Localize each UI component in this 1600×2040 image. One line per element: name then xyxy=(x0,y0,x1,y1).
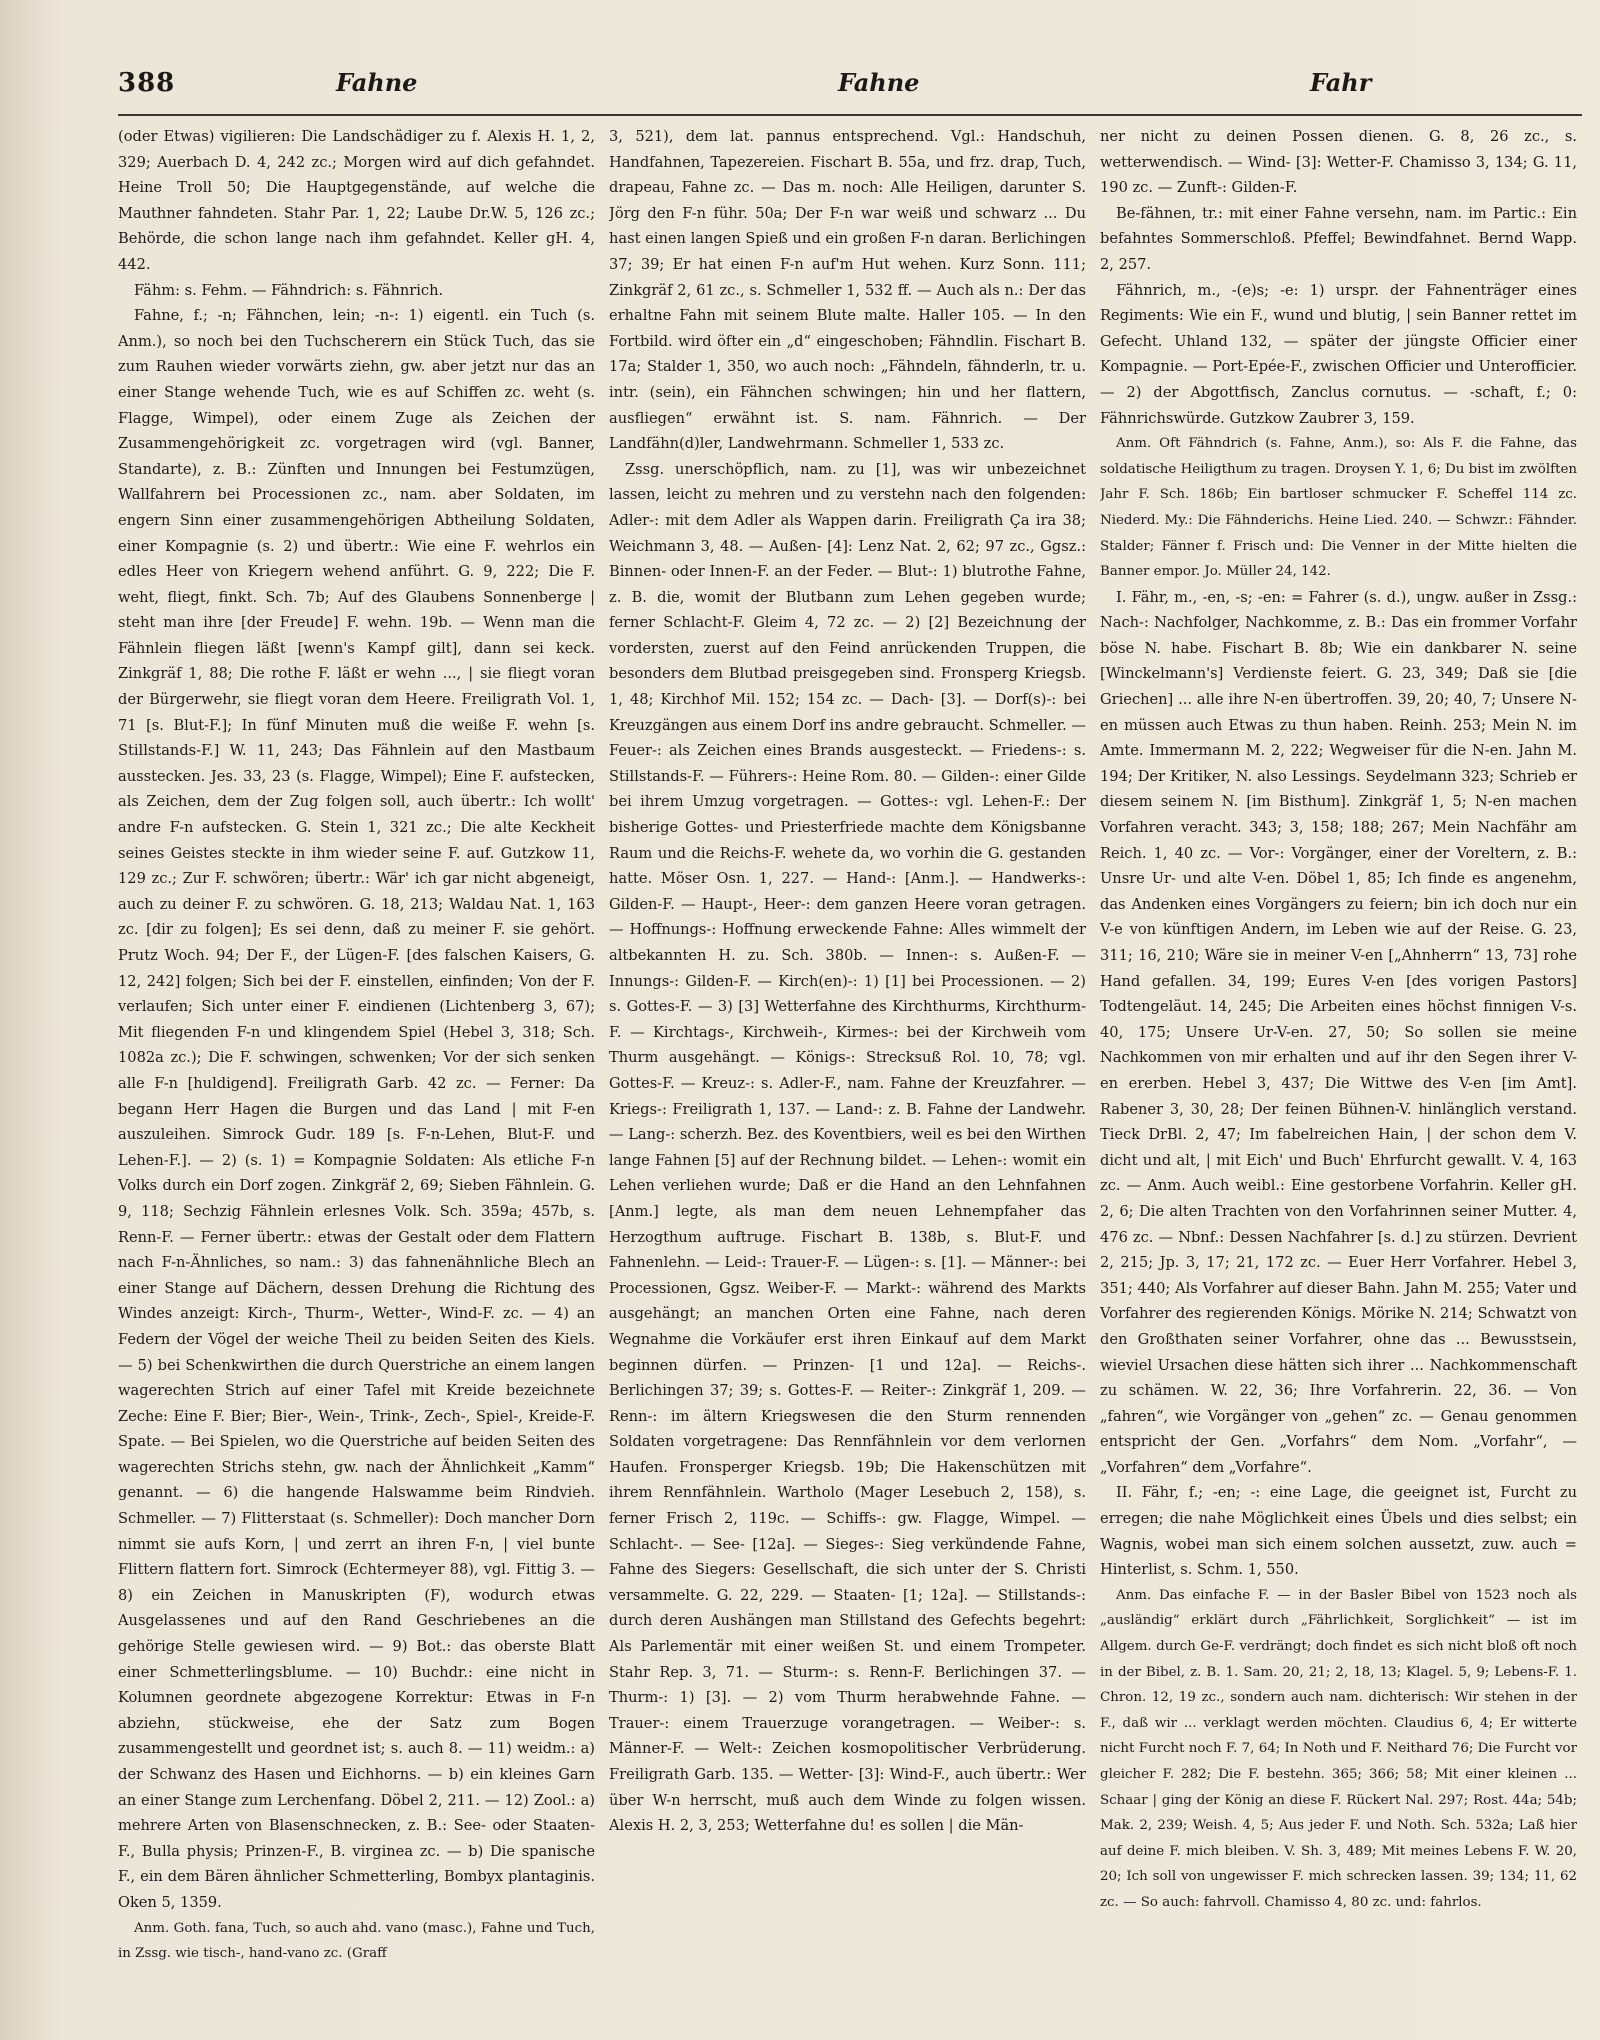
note-paragraph: Anm. Oft Fähndrich (s. Fahne, Anm.), so: Als F. die Fahne, das soldatische Heiligthum zu tragen. Droysen Y. 1, 6; Du bist im zwölften Jahr F. Sch. 186b; Ein bartloser schmucker F. Scheffel 114 zc. Niederd. My.: Die Fähnderichs. Heine Lied. 240. — Schwzr.: Fähnder. Stalder; Fänner f. Frisch und: Die Venner in der Mitte hielten die Banner empor. Jo. Müller 24, 142. xyxy=(1100,436,1577,580)
entry-paragraph: 3, 521), dem lat. pannus entsprechend. Vgl.: Handschuh, Handfahnen, Tapezereien. Fischart B. 55a, und frz. drap, Tuch, drapeau, Fahne zc. — Das m. noch: Alle Heiligen, darunter S. Jörg den F-n führ. 50a; Der F-n war weiß und schwarz ... Du hast einen langen Spieß und ein großen F-n daran. Berlichingen 37; 39; Er hat einen F-n auf'm Hut wehen. Kurz Sonn. 111; Zinkgräf 2, 61 zc., s. Schmeller 1, 532 ff. — Auch als n.: Der das erhaltne Fahn mit seinem Blute malte. Haller 105. — In den Fortbild. wird öfter ein „d“ eingeschoben; Fähndlin. Fischart B. 17a; Stalder 1, 350, wo auch noch: „Fähndeln, fähnderln, tr. u. intr. (sein), ein Fähnchen schwingen; hin und her flattern, ausfliegen“ erwähnt ist. S. nam. Fähnrich. — Der Landfähn(d)ler, Landwehrmann. Schmeller 1, 533 zc. xyxy=(609,128,1086,453)
entry-paragraph: I. Fähr, m., -en, -s; -en: = Fahrer (s. d.), ungw. außer in Zssg.: Nach-: Nachfolger, Nachkomme, z. B.: Das ein frommer Vorfahr böse N. habe. Fischart B. 8b; Wie ein dankbarer N. seine [Winckelmann's] Verdienste feiert. G. 23, 349; Daß sie [die Griechen] ... alle ihre N-en übertroffen. 39, 20; 40, 7; Unsere N-en müssen auch Etwas zu thun haben. Reinh. 253; Mein N. im Amte. Immermann M. 2, 222; Wegweiser für die N-en. Jahn M. 194; Der Kritiker, N. also Lessings. Seydelmann 323; Schrieb er diesem seinem N. [im Bisthum]. Zinkgräf 1, 5; N-en machen Vorfahren veracht. 343; 3, 158; 188; 267; Mein Nachfähr am Reich. 1, 40 zc. — Vor-: Vorgänger, einer der Voreltern, z. B.: Unsre Ur- und alte V-en. Döbel 1, 85; Ich finde es angenehm, das Andenken eines Vorgängers zu feiern; bin ich doch nur ein V-e von künftigen Andern, im Leben wie auf der Reise. G. 23, 311; 16, 210; Wäre sie in meiner V-en [„Ahnherrn“ 13, 73] rohe Hand gefallen. 34, 199; Eures V-en [des vorigen Pastors] Todtengeläut. 14, 245; Die Arbeiten eines höchst finnigen V-s. 40, 175; Unsere Ur-V-en. 27, 50; So sollen sie meine Nachkommen von mir erhalten und auf ihr den Segen ihrer V-en ererben. Hebel 3, 437; Die Wittwe des V-en [im Amt]. Rabener 3, 30, 28; Der feinen Bühnen-V. hinlänglich verstand. Tieck DrBl. 2, 47; Im fabelreichen Hain, | der schon dem V. dicht und alt, | mit Eich' und Buch' Ehrfurcht gewallt. V. 4, 163 zc. — Anm. Auch weibl.: Eine gestorbene Vorfahrin. Keller gH. 2, 6; Die alten Trachten von den Vorfahrinnen seiner Mutter. 4, 476 zc. — Nbnf.: Dessen Nachfahrer [s. d.] zu stürzen. Devrient 2, 215; Jp. 3, 17; 21, 172 zc. — Euer Herr Vorfahrer. Hebel 3, 351; 440; Als Vorfahrer auf dieser Bahn. Jahn M. 255; Vater und Vorfahrer des regierenden Königs. Mörike N. 214; Schwatzt von den Großthaten seiner Vorfahrer, ohne das ... Bewusstsein, wieviel Ursachen diese hätten sich ihrer ... Nachkommenschaft zu schämen. W. 22, 36; Ihre Vorfahrerin. 22, 36. — Von „fahren“, wie Vorgänger von „gehen“ zc. — Genau genommen entspricht der Gen. „Vorfahrs“ dem Nom. „Vorfahr“, — „Vorfahren“ dem „Vorfahre“. xyxy=(1100,588,1577,1476)
text-columns xyxy=(118,124,1582,2004)
entry-paragraph: Be-fähnen, tr.: mit einer Fahne versehn, nam. im Partic.: Ein befahntes Sommerschloß. Pfeffel; Bewindfahnet. Bernd Wapp. 2, 257. xyxy=(1100,204,1577,273)
entry-paragraph: Fahne, f.; -n; Fähnchen, lein; -n-: 1) eigentl. ein Tuch (s. Anm.), so noch bei den Tuchscherern ein Stück Tuch, das sie zum Rauhen wieder vorwärts ziehn, gw. aber jetzt nur das an einer Stange wehende Tuch, wie es auf Schiffen zc. weht (s. Flagge, Wimpel), oder einem Zuge als Zeichen der Zusammengehörigkeit zc. vorgetragen wird (vgl. Banner, Standarte), z. B.: Zünften und Innungen bei Festumzügen, Wallfahrern bei Processionen zc., nam. aber Soldaten, im engern Sinn einer zusammengehörigen Abtheilung Soldaten, einer Kompagnie (s. 2) und übertr.: Wie eine F. wehrlos ein edles Heer von Kriegern wehend anführt. G. 9, 222; Die F. weht, fliegt, finkt. Sch. 7b; Auf des Glaubens Sonnenberge | steht man ihre [der Freude] F. wehn. 19b. — Wenn man die Fähnlein fliegen läßt [wenn's Kampf gilt], dann sei keck. Zinkgräf 1, 88; Die rothe F. läßt er wehn ..., | sie fliegt voran der Bürgerwehr, sie fliegt voran dem Heere. Freiligrath Vol. 1, 71 [s. Blut-F.]; In fünf Minuten muß die weiße F. wehn [s. Stillstands-F.] W. 11, 243; Das Fähnlein auf den Mastbaum ausstecken. Jes. 33, 23 (s. Flagge, Wimpel); Eine F. aufstecken, als Zeichen, dem der Zug folgen soll, auch übertr.: Ich wollt' andre F-n aufstecken. G. Stein 1, 321 zc.; Die alte Keckheit seines Geistes steckte in ihm wieder seine F. auf. Gutzkow 11, 129 zc.; Zur F. schwören; übertr.: Wär' ich gar nicht abgeneigt, auch zu deiner F. zu schwören. G. 18, 213; Waldau Nat. 1, 163 zc. [dir zu folgen]; Es sei denn, daß zu meiner F. sie gehört. Prutz Woch. 94; Der F., der Lügen-F. [des falschen Kaisers, G. 12, 242] folgen; Sich bei der F. einstellen, einfinden; Von der F. verlaufen; Sich unter einer F. eindienen (Lichtenberg 3, 67); Mit fliegenden F-n und klingendem Spiel (Hebel 3, 318; Sch. 1082a zc.); Die F. schwingen, schwenken; Vor der sich senken alle F-n [huldigend]. Freiligrath Garb. 42 zc. — Ferner: Da begann Herr Hagen die Burgen und das Land | mit F-en auszuleihen. Simrock Gudr. 189 [s. F-n-Lehen, Blut-F. und Lehen-F.]. — 2) (s. 1) = Kompagnie Soldaten: Als etliche F-n Volks durch ein Dorf zogen. Zinkgräf 2, 69; Sieben Fähnlein. G. 9, 118; Sechzig Fähnlein erlesnes Volk. Sch. 359a; 457b, s. Renn-F. — Ferner übertr.: etwas der Gestalt oder dem Flattern nach F-n-Ähnliches, so nam.: 3) das fahnenähnliche Blech an einer Stange auf Dächern, dessen Drehung die Richtung des Windes anzeigt: Kirch-, Thurm-, Wetter-, Wind-F. zc. — 4) an Federn der Vögel der weiche Theil zu beiden Seiten des Kiels. — 5) bei Schenkwirthen die durch Querstriche an einem langen wagerechten Strich auf einer Tafel mit Kreide bezeichnete Zeche: Eine F. Bier; Bier-, Wein-, Trink-, Zech-, Spiel-, Kreide-F. Spate. — Bei Spielen, wo die Querstriche auf beiden Seiten des wagerechten Strichs stehn, gw. nach der Ähnlichkeit „Kamm“ genannt. — 6) die hangende Halswamme beim Rindvieh. Schmeller. — 7) Flitterstaat (s. Schmeller): Doch mancher Dorn nimmt sie aufs Korn, | und zerrt an ihren F-n, | viel bunte Flittern flattern fort. Simrock (Echtermeyer 88), vgl. Fittig 3. — 8) ein Zeichen in Manuskripten (F), wodurch etwas Ausgelassenes und auf den Rand Geschriebenes an die gehörige Stelle gewiesen wird. — 9) Bot.: das oberste Blatt einer Schmetterlingsblume. — 10) Buchdr.: eine nicht in Kolumnen geordnete abgezogene Korrektur: Etwas in F-n abziehn, stückweise, ehe der Satz zum Bogen zusammengestellt und geordnet ist; s. auch 8. — 11) weidm.: a) der Schwanz des Hasen und Eichhorns. — b) ein kleines Garn an einer Stange zum Lerchenfang. Döbel 2, 211. — 12) Zool.: a) mehrere Arten von Blasenschnecken, z. B.: See- oder Staaten-F., Bulla physis; Prinzen-F., B. virginea zc. — b) Die spanische F., ein dem Bären ähnlicher Schmetterling, Bombyx plantaginis. Oken 5, 1359. xyxy=(118,307,595,1911)
note-paragraph: Anm. Goth. fana, Tuch, so auch ahd. vano (masc.), Fahne und Tuch, in Zssg. wie tisch-, hand-vano zc. (Graff xyxy=(118,1920,595,1962)
entry-paragraph: Zssg. unerschöpflich, nam. zu [1], was wir unbezeichnet lassen, leicht zu mehren und zu verstehn nach den folgenden: Adler-: mit dem Adler als Wappen darin. Freiligrath Ça ira 38; Weichmann 3, 48. — Außen- [4]: Lenz Nat. 2, 62; 97 zc., Ggsz.: Binnen- oder Innen-F. an der Feder. — Blut-: 1) blutrothe Fahne, z. B. die, womit der Blutbann zum Lehen gegeben wurde; ferner Schlacht-F. Gleim 4, 72 zc. — 2) [2] Bezeichnung der vordersten, zuerst auf den Feind anrückenden Truppen, die besonders dem Blutbad preisgegeben sind. Fronsperg Kriegsb. 1, 48; Kirchhof Mil. 152; 154 zc. — Dach- [3]. — Dorf(s)-: bei Kreuzgängen aus einem Dorf ins andre gebraucht. Schmeller. — Feuer-: als Zeichen eines Brands ausgesteckt. — Friedens-: s. Stillstands-F. — Führers-: Heine Rom. 80. — Gilden-: einer Gilde bei ihrem Umzug vorgetragen. — Gottes-: vgl. Lehen-F.: Der bisherige Gottes- und Priesterfriede machte dem Königsbanne Raum und die Reichs-F. wehete da, wo vorhin die G. gestanden hatte. Möser Osn. 1, 227. — Hand-: [Anm.]. — Handwerks-: Gilden-F. — Haupt-, Heer-: dem ganzen Heere voran getragen. — Hoffnungs-: Hoffnung erweckende Fahne: Alles wimmelt der altbekannten H. zu. Sch. 380b. — Innen-: s. Außen-F. — Innungs-: Gilden-F. — Kirch(en)-: 1) [1] bei Processionen. — 2) s. Gottes-F. — 3) [3] Wetterfahne des Kirchthurms, Kirchthurm-F. — Kirchtags-, Kirchweih-, Kirmes-: bei der Kirchweih vom Thurm ausgehängt. — Königs-: Strecksuß Rol. 10, 78; vgl. Gottes-F. — Kreuz-: s. Adler-F., nam. Fahne der Kreuzfahrer. — Kriegs-: Freiligrath 1, 137. — Land-: z. B. Fahne der Landwehr. — Lang-: scherzh. Bez. des Koventbiers, weil es bei den Wirthen lange Fahnen [5] auf der Rechnung bildet. — Lehen-: womit ein Lehen verliehen wurde; Daß er die Hand an den Lehnfahnen [Anm.] legte, als man dem neuen Lehnempfaher das Herzogthum auftruge. Fischart B. 138b, s. Blut-F. und Fahnenlehn. — Leid-: Trauer-F. — Lügen-: s. [1]. — Männer-: bei Processionen, Ggsz. Weiber-F. — Markt-: während des Markts ausgehängt; an manchen Orten eine Fahne, nach deren Wegnahme die Vorkäufer erst ihren Einkauf auf dem Markt beginnen dürfen. — Prinzen- [1 und 12a]. — Reichs-. Berlichingen 37; 39; s. Gottes-F. — Reiter-: Zinkgräf 1, 209. — Renn-: im ältern Kriegswesen die den Sturm rennenden Soldaten vorgetragene: Das Rennfähnlein vor dem verlornen Haufen. Fronsperger Kriegsb. 19b; Die Hakenschützen mit ihrem Rennfähnlein. Wartholo (Mager Lesebuch 2, 158), s. ferner Frisch 2, 119c. — Schiffs-: gw. Flagge, Wimpel. — Schlacht-. — See- [12a]. — Sieges-: Sieg verkündende Fahne, Fahne des Siegers: Gesellschaft, die sich unter der S. Christi versammelte. G. 22, 229. — Staaten- [1; 12a]. — Stillstands-: durch deren Aushängen man Stillstand des Gefechts begehrt: Als Parlementär mit einer weißen St. und einem Trompeter. Stahr Rep. 3, 71. — Sturm-: s. Renn-F. Berlichingen 37. — Thurm-: 1) [3]. — 2) vom Thurm herabwehnde Fahne. — Trauer-: einem Trauerzuge vorangetragen. — Weiber-: s. Männer-F. — Welt-: Zeichen kosmopolitischer Verbrüderung. Freiligrath Garb. 135. — Wetter- [3]: Wind-F., auch übertr.: Wer über W-n herrscht, muß auch dem Winde zu folgen wissen. Alexis H. 2, 3, 253; Wetterfahne du! es sollen | die Män- xyxy=(609,460,1086,1835)
headword-right: Fahr xyxy=(1310,68,1372,97)
entry-paragraph: ner nicht zu deinen Possen dienen. G. 8, 26 zc., s. wetterwendisch. — Wind- [3]: Wetter-F. Chamisso 3, 134; G. 11, 190 zc. — Zunft-: Gilden-F. xyxy=(1100,128,1577,197)
column-right xyxy=(1100,124,1577,2004)
page-number: 388 xyxy=(118,68,176,98)
headword-left: Fahne xyxy=(336,68,418,97)
entry-paragraph: II. Fähr, f.; -en; -: eine Lage, die geeignet ist, Furcht zu erregen; die nahe Möglichkeit eines Übels und dies selbst; ein Wagnis, wobei man sich einem solchen aussetzt, zuw. auch = Hinterlist, s. Schm. 1, 550. xyxy=(1100,1484,1577,1579)
column-middle xyxy=(609,124,1086,2004)
entry-paragraph: (oder Etwas) vigilieren: Die Landschädiger zu f. Alexis H. 1, 2, 329; Auerbach D. 4, 242 zc.; Morgen wird auf dich gefahndet. Heine Troll 50; Die Hauptgegenstände, auf welche die Mauthner fahndeten. Stahr Par. 1, 22; Laube Dr.W. 5, 126 zc.; Behörde, die schon lange nach ihm gefahndet. Keller gH. 4, 442. xyxy=(118,128,595,273)
note-paragraph: Anm. Das einfache F. — in der Basler Bibel von 1523 noch als „ausländig“ erklärt durch „Fährlichkeit, Sorglichkeit“ — ist im Allgem. durch Ge-F. verdrängt; doch findet es sich nicht bloß oft noch in der Bibel, z. B. 1. Sam. 20, 21; 2, 18, 13; Klagel. 5, 9; Lebens-F. 1. Chron. 12, 19 zc., sondern auch nam. dichterisch: Wir stehen in der F., daß wir ... verklagt werden möchten. Claudius 6, 4; Er witterte nicht Furcht noch F. 7, 64; In Noth und F. Neithard 76; Die Furcht vor gleicher F. 282; Die F. bestehn. 365; 366; 58; Mit einer kleinen ... Schaar | ging der König an diese F. Rückert Nal. 297; Rost. 44a; 54b; Mak. 2, 239; Weish. 4, 5; Aus jeder F. und Noth. Sch. 532a; Laß hier auf deine F. mich bleiben. V. Sh. 3, 489; Mit meines Lebens F. W. 20, 20; Ich soll von ungewisser F. mich schrecken lassen. 39; 134; 11, 62 zc. — So auch: fahrvoll. Chamisso 4, 80 zc. und: fahrlos. xyxy=(1100,1587,1577,1910)
column-left xyxy=(118,124,595,2004)
entry-paragraph: Fähm: s. Fehm. — Fähndrich: s. Fähnrich. xyxy=(134,281,444,299)
headword-center: Fahne xyxy=(838,68,920,97)
running-header xyxy=(118,62,1582,116)
entry-paragraph: Fähnrich, m., -(e)s; -e: 1) urspr. der Fahnenträger eines Regiments: Wie ein F., wund und blutig, | sein Banner rettet im Gefecht. Uhland 132, — später der jüngste Officier einer Kompagnie. — Port-Epée-F., zwischen Officier und Unterofficier. — 2) der Abgottfisch, Zanclus cornutus. — -schaft, f.; 0: Fähnrichswürde. Gutzkow Zaubrer 3, 159. xyxy=(1100,281,1577,427)
